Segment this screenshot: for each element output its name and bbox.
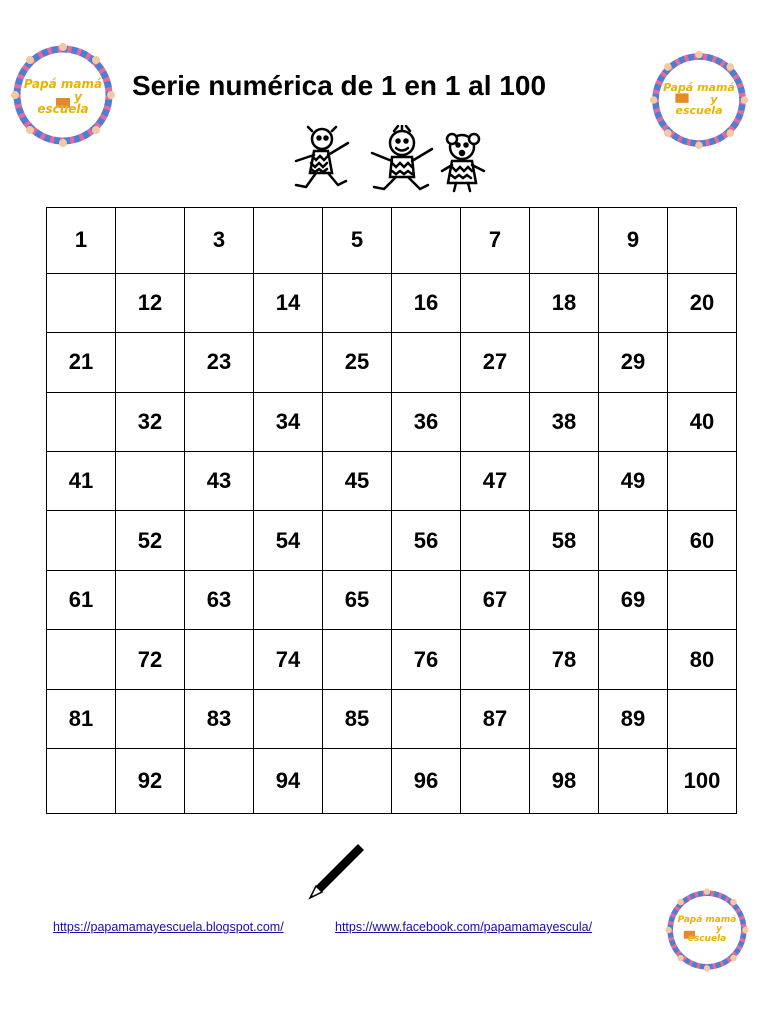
grid-cell — [530, 689, 599, 748]
grid-cell — [530, 333, 599, 392]
grid-cell: 52 — [116, 511, 185, 570]
grid-cell: 92 — [116, 749, 185, 814]
grid-row — [47, 749, 737, 814]
grid-cell: 20 — [668, 273, 737, 332]
logo-text-line1: Papá mamá — [23, 77, 103, 91]
grid-cell: 29 — [599, 333, 668, 392]
logo-top-right — [647, 48, 751, 152]
grid-cell: 83 — [185, 689, 254, 748]
grid-cell: 85 — [323, 689, 392, 748]
grid-cell — [530, 570, 599, 629]
logo-text-line1: Papá mamá — [663, 81, 735, 94]
grid-cell — [668, 570, 737, 629]
grid-cell: 16 — [392, 273, 461, 332]
grid-cell: 94 — [254, 749, 323, 814]
logo-bottom-right — [663, 886, 751, 974]
grid-cell — [47, 392, 116, 451]
grid-cell: 41 — [47, 451, 116, 510]
grid-cell — [185, 511, 254, 570]
grid-cell: 9 — [599, 208, 668, 274]
grid-cell — [599, 749, 668, 814]
grid-cell — [116, 451, 185, 510]
logo-text-line3: escuela — [37, 102, 89, 117]
grid-cell: 98 — [530, 749, 599, 814]
grid-cell: 87 — [461, 689, 530, 748]
grid-cell: 69 — [599, 570, 668, 629]
grid-cell — [461, 273, 530, 332]
grid-cell — [254, 570, 323, 629]
grid-cell: 38 — [530, 392, 599, 451]
facebook-link[interactable]: https://www.facebook.com/papamamayescula/ — [335, 920, 593, 934]
grid-cell: 14 — [254, 273, 323, 332]
grid-cell — [461, 630, 530, 689]
grid-cell: 34 — [254, 392, 323, 451]
grid-cell — [668, 333, 737, 392]
grid-cell: 47 — [461, 451, 530, 510]
logo-text-line1: Papá mamá — [677, 915, 737, 925]
grid-cell — [116, 689, 185, 748]
grid-cell: 74 — [254, 630, 323, 689]
grid-cell: 80 — [668, 630, 737, 689]
logo-text-line2: y — [716, 924, 722, 935]
grid-cell — [254, 451, 323, 510]
grid-row — [47, 208, 737, 274]
grid-cell — [323, 749, 392, 814]
grid-cell: 36 — [392, 392, 461, 451]
grid-cell: 89 — [599, 689, 668, 748]
grid-cell — [254, 208, 323, 274]
grid-row — [47, 570, 737, 629]
grid-cell: 25 — [323, 333, 392, 392]
grid-cell: 76 — [392, 630, 461, 689]
grid-cell — [116, 570, 185, 629]
grid-row — [47, 333, 737, 392]
grid-cell: 54 — [254, 511, 323, 570]
grid-cell: 40 — [668, 392, 737, 451]
grid-cell — [461, 749, 530, 814]
grid-cell: 7 — [461, 208, 530, 274]
grid-cell — [323, 511, 392, 570]
grid-cell: 65 — [323, 570, 392, 629]
grid-cell — [47, 511, 116, 570]
grid-cell — [668, 208, 737, 274]
logo-text-line2: y — [74, 89, 82, 104]
grid-cell: 3 — [185, 208, 254, 274]
grid-cell: 1 — [47, 208, 116, 274]
grid-cell: 96 — [392, 749, 461, 814]
grid-cell: 72 — [116, 630, 185, 689]
grid-row — [47, 511, 737, 570]
grid-row — [47, 392, 737, 451]
grid-cell — [530, 208, 599, 274]
grid-cell — [254, 689, 323, 748]
grid-row — [47, 273, 737, 332]
kids-illustration — [284, 125, 489, 198]
number-grid — [46, 207, 737, 814]
grid-cell — [254, 333, 323, 392]
grid-cell: 23 — [185, 333, 254, 392]
grid-cell: 21 — [47, 333, 116, 392]
grid-cell: 56 — [392, 511, 461, 570]
grid-cell — [185, 630, 254, 689]
grid-cell — [185, 749, 254, 814]
logo-text-line3: escuela — [675, 104, 723, 118]
grid-cell: 60 — [668, 511, 737, 570]
grid-cell: 63 — [185, 570, 254, 629]
logo-top-left — [8, 40, 118, 150]
grid-cell — [392, 451, 461, 510]
grid-cell: 32 — [116, 392, 185, 451]
pencil-icon — [306, 840, 366, 902]
grid-cell: 78 — [530, 630, 599, 689]
grid-cell — [47, 749, 116, 814]
grid-cell — [47, 630, 116, 689]
grid-cell — [185, 392, 254, 451]
grid-cell — [185, 273, 254, 332]
page-title: Serie numérica de 1 en 1 al 100 — [132, 70, 547, 101]
grid-cell: 100 — [668, 749, 737, 814]
grid-cell — [668, 689, 737, 748]
grid-cell — [323, 273, 392, 332]
grid-cell — [599, 273, 668, 332]
grid-cell: 27 — [461, 333, 530, 392]
grid-row — [47, 689, 737, 748]
grid-cell: 5 — [323, 208, 392, 274]
pencil-illustration — [306, 840, 366, 907]
grid-row — [47, 451, 737, 510]
grid-cell — [392, 689, 461, 748]
logo-text-line3: escuela — [687, 933, 727, 944]
grid-cell — [599, 511, 668, 570]
grid-cell — [392, 333, 461, 392]
grid-cell — [599, 630, 668, 689]
grid-cell — [47, 273, 116, 332]
grid-cell: 49 — [599, 451, 668, 510]
grid-cell — [323, 630, 392, 689]
grid-cell: 45 — [323, 451, 392, 510]
grid-cell: 67 — [461, 570, 530, 629]
grid-row — [47, 630, 737, 689]
grid-cell: 58 — [530, 511, 599, 570]
grid-cell — [392, 208, 461, 274]
grid-cell: 18 — [530, 273, 599, 332]
grid-cell — [323, 392, 392, 451]
dancing-kids-icon — [284, 125, 489, 193]
logo-text-line2: y — [710, 92, 718, 106]
grid-cell — [530, 451, 599, 510]
grid-cell — [392, 570, 461, 629]
grid-cell: 81 — [47, 689, 116, 748]
grid-cell: 12 — [116, 273, 185, 332]
grid-cell: 61 — [47, 570, 116, 629]
grid-cell — [461, 392, 530, 451]
blog-link[interactable]: https://papamamayescuela.blogspot.com/ — [53, 920, 284, 934]
grid-cell — [668, 451, 737, 510]
grid-cell — [461, 511, 530, 570]
grid-cell — [116, 208, 185, 274]
grid-cell — [116, 333, 185, 392]
grid-cell: 43 — [185, 451, 254, 510]
grid-cell — [599, 392, 668, 451]
